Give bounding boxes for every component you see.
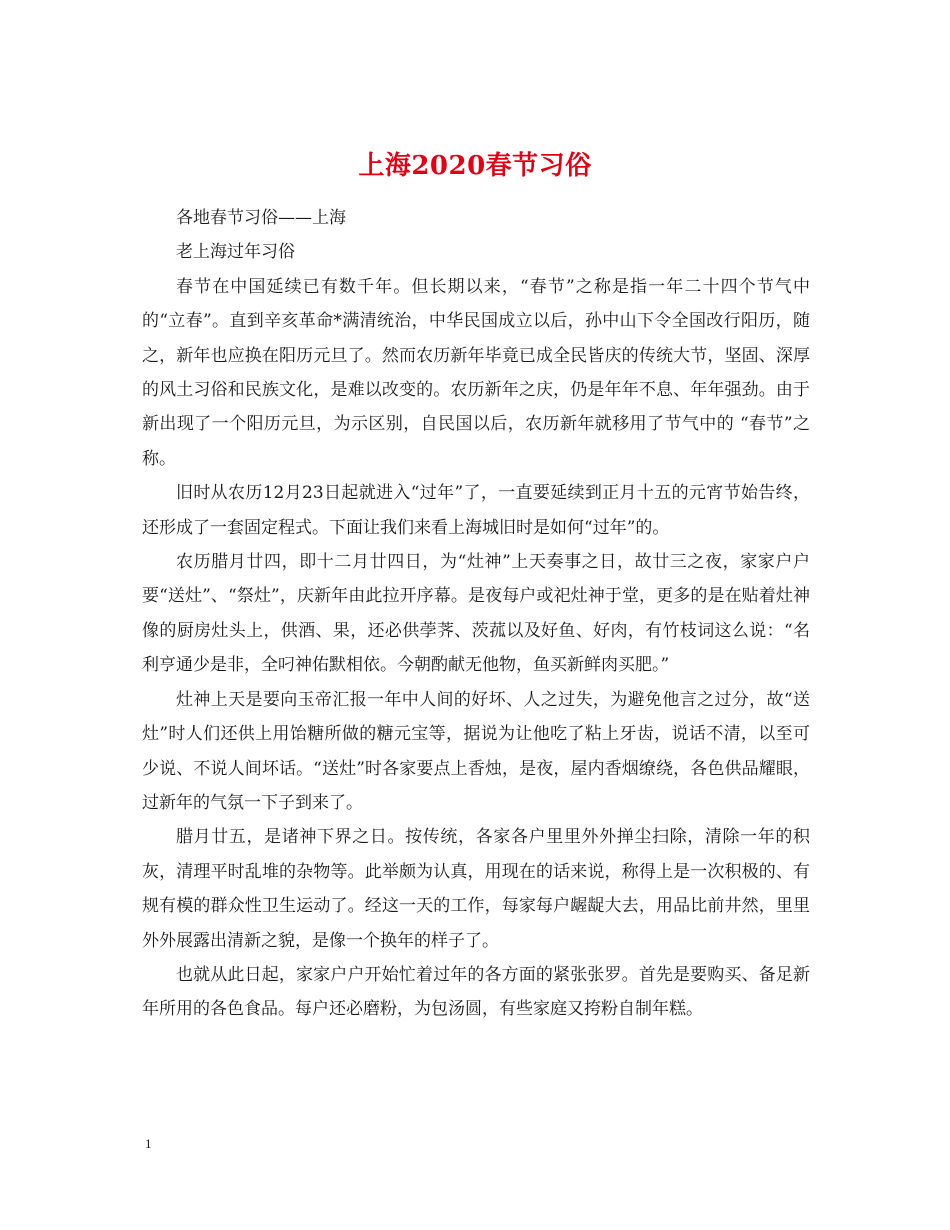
page-number: 1 xyxy=(145,1136,152,1151)
paragraph: 也就从此日起，家家户户开始忙着过年的各方面的紧张张罗。首先是要购买、备足新年所用的各色食品。每户还必磨粉，为包汤圆，有些家庭又挎粉自制年糕。 xyxy=(142,964,810,1020)
document-title: 上海2020春节习俗 xyxy=(358,151,592,182)
paragraph: 农历腊月廿四，即十二月廿四日，为“灶神”上天奏事之日，故廿三之夜，家家户户要“送灶”、“祭灶”，庆新年由此拉开序幕。是夜每户或祀灶神于堂，更多的是在贴着灶神像的厨房灶头上，供酒、果，还必供荸荠、茨菰以及好鱼、好肉，有竹枝词这么说：“名利亨通少是非，全叼神佑默相依。今朝酌献无他物，鱼买新鲜肉买肥。” xyxy=(142,552,810,676)
paragraph: 各地春节习俗——上海 xyxy=(176,208,346,228)
paragraph: 旧时从农历12月23日起就进入“过年”了，一直要延续到正月十五的元宵节始告终，还形成了一套固定程式。下面让我们来看上海城旧时是如何“过年”的。 xyxy=(142,483,810,538)
paragraph: 老上海过年习俗 xyxy=(176,242,295,263)
paragraph: 春节在中国延续已有数千年。但长期以来，“春节”之称是指一年二十四个节气中的“立春”。直到辛亥革命*满清统治，中华民国成立以后，孙中山下令全国改行阳历，随之，新年也应换在阳历元旦了。然而农历新年毕竟已成全民皆庆的传统大节，坚固、深厚的风土习俗和民族文化，是难以改变的。农历新年之庆，仍是年年不息、年年强劲。由于新出现了一个阳历元旦，为示区别，自民国以后，农历新年就移用了节气中的 “春节”之称。 xyxy=(142,276,810,469)
paragraph: 灶神上天是要向玉帝汇报一年中人间的好坏、人之过失，为避免他言之过分，故“送灶”时人们还供上用饴糖所做的糖元宝等，据说为让他吃了粘上牙齿，说话不清，以至可少说、不说人间坏话。“送灶”时各家要点上香烛，是夜，屋内香烟缭绕，各色供品耀眼，过新年的气氛一下子到来了。 xyxy=(142,689,810,813)
document-body xyxy=(142,201,810,1027)
paragraph: 腊月廿五，是诸神下界之日。按传统，各家各户里里外外掸尘扫除，清除一年的积灰，清理平时乱堆的杂物等。此举颇为认真，用现在的话来说，称得上是一次积极的、有规有模的群众性卫生运动了。经这一天的工作，每家每户龌龊大去，用品比前井然，里里外外展露出清新之貌，是像一个换年的样子了。 xyxy=(142,827,810,951)
